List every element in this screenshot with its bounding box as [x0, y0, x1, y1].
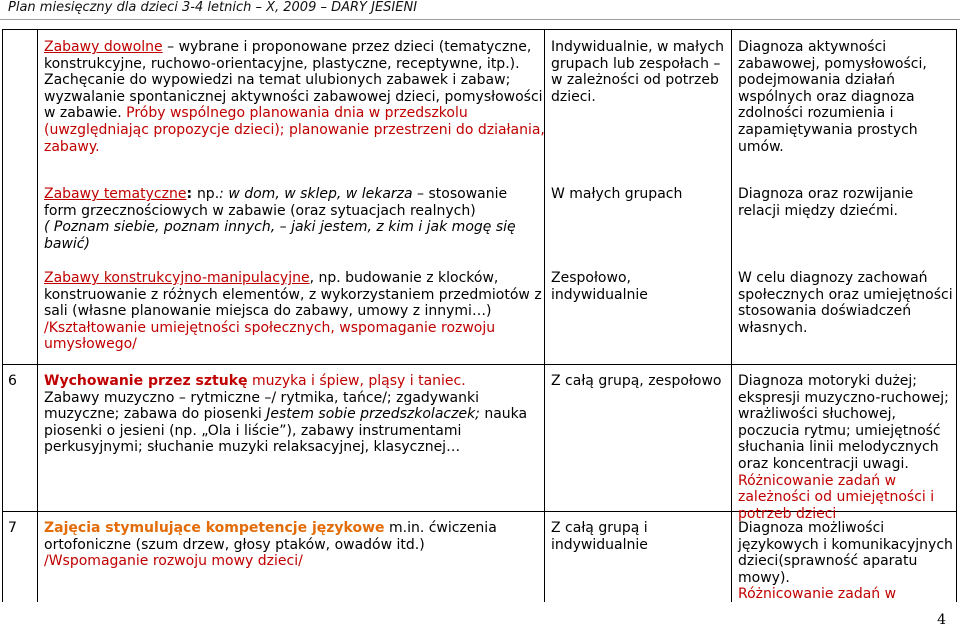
form-text: indywidualnie: [551, 286, 648, 303]
diagnosis-text: zdolności rozumienia i: [738, 105, 894, 122]
activity-text-highlight: umysłowego/: [44, 336, 137, 353]
form-text: w zależności od potrzeb: [551, 72, 719, 89]
activity-heading: Zabawy dowolne: [44, 39, 163, 55]
activity-text-highlight: (uwzględniając propozycje dzieci); planowanie przestrzeni do działania,: [44, 121, 545, 138]
activity-text-highlight: /Wspomaganie rozwoju mowy dzieci/: [44, 553, 303, 570]
diagnosis-text: społecznych oraz umiejętności: [738, 286, 953, 303]
activity-text: konstrukcyjne, ruchowo-orientacyjne, plastyczne, receptywne, itp.).: [44, 55, 520, 72]
diagnosis-cell: [738, 520, 953, 603]
form-text: W małych grupach: [551, 186, 683, 202]
diagnosis-text: zapamiętywania prostych: [738, 121, 918, 138]
activity-text: perkusyjnymi; słuchanie muzyki relaksacyjnej, klasycznej…: [44, 439, 461, 456]
row-number: 7: [8, 520, 17, 536]
form-text: dzieci.: [551, 88, 596, 105]
diagnosis-text: wrażliwości słuchowej,: [738, 406, 896, 423]
activity-cell: [44, 520, 497, 570]
diagnosis-text: słuchania linii melodycznych: [738, 439, 939, 456]
activity-text: , np. budowanie z klocków,: [309, 270, 499, 286]
diagnosis-cell: [738, 39, 927, 155]
activity-text: ( Poznam siebie, poznam innych, – jaki jestem, z kim i jak mogę się: [44, 219, 516, 236]
form-cell: [551, 39, 724, 105]
diagnosis-text: oraz koncentracji uwagi.: [738, 455, 909, 472]
activity-text: Zabawy muzyczno – rytmiczne –/ rytmika, tańce/; zgadywanki: [44, 389, 479, 406]
form-text: Zespołowo,: [551, 270, 631, 286]
form-cell: [551, 373, 721, 390]
diagnosis-text: Diagnoza motoryki dużej;: [738, 373, 918, 389]
activity-text: nauka: [479, 406, 528, 423]
form-cell: [551, 520, 648, 553]
diagnosis-text: własnych.: [738, 319, 808, 336]
diagnosis-text: Diagnoza aktywności: [738, 39, 887, 55]
header-title: Plan miesięczny dla dzieci 3-4 letnich – X, 2009 – DARY JESIENI: [8, 0, 418, 15]
diagnosis-text: ekspresji muzyczno-ruchowej;: [738, 389, 949, 406]
row-number: 6: [8, 373, 17, 389]
diagnosis-text: Diagnoza możliwości: [738, 520, 885, 536]
diagnosis-cell: [738, 270, 953, 336]
activity-cell: [44, 186, 516, 252]
form-text: Z całą grupą, zespołowo: [551, 373, 722, 389]
form-text: Z całą grupą i: [551, 520, 648, 536]
diagnosis-text: W celu diagnozy zachowań: [738, 270, 928, 286]
form-text: grupach lub zespołach –: [551, 55, 721, 72]
activity-text: wyzwalanie spontanicznej aktywności zabawowej dzieci, pomysłowości: [44, 88, 543, 105]
diagnosis-text: językowych i komunikacyjnych: [738, 536, 953, 553]
activity-text-highlight: Próby wspólnego planowania dnia w przedszkolu: [121, 105, 468, 122]
activity-text: – stosowanie: [412, 186, 508, 202]
diagnosis-text-highlight: potrzeb dzieci: [738, 505, 837, 522]
activity-text: ortofoniczne (szum drzew, głosy ptaków, owadów itd.): [44, 536, 425, 553]
page-number: 4: [937, 612, 946, 628]
activity-text-highlight: muzyka i śpiew, pląsy i taniec.: [247, 373, 466, 389]
activity-text: sali (własne planowanie miejsca do zabawy, umowy z innymi…): [44, 303, 492, 320]
activity-text: konstruowanie z różnych elementów, z wykorzystaniem przedmiotów z: [44, 286, 542, 303]
activity-text-highlight: /Kształtowanie umiejętności społecznych, wspomaganie rozwoju: [44, 319, 496, 336]
page-header: [0, 0, 960, 20]
activity-text: m.in. ćwiczenia: [384, 520, 497, 536]
diagnosis-text-highlight: Różnicowanie zadań w: [738, 586, 897, 603]
column-divider: [956, 29, 957, 602]
diagnosis-text: umów.: [738, 138, 784, 155]
diagnosis-text: dzieci(sprawność aparatu: [738, 553, 918, 570]
diagnosis-text-highlight: zależności od umiejętności i: [738, 489, 935, 506]
activity-text: Zachęcanie do wypowiedzi na temat ulubionych zabawek i zabaw;: [44, 72, 511, 89]
diagnosis-text-highlight: Różnicowanie zadań w: [738, 472, 897, 489]
diagnosis-text: stosowania doświadczeń: [738, 303, 912, 320]
diagnosis-text: mowy).: [738, 569, 790, 586]
song-title: Jestem sobie przedszkolaczek;: [266, 406, 480, 423]
diagnosis-text: zabawowej, pomysłowości,: [738, 55, 927, 72]
activity-cell: [44, 39, 545, 155]
activity-text: w zabawie.: [44, 105, 122, 122]
form-text: Indywidualnie, w małych: [551, 39, 724, 55]
activity-heading: Zabawy konstrukcyjno-manipulacyjne: [44, 270, 310, 286]
activity-text: piosenki o jesieni (np. „Ola i liście”), zabawy instrumentami: [44, 422, 462, 439]
activity-cell: [44, 270, 542, 353]
activity-text: form grzecznościowych w zabawie (oraz sytuacjach realnych): [44, 202, 476, 219]
activity-text: bawić): [44, 235, 90, 252]
table-border-top: [2, 29, 957, 30]
activity-text: :: [186, 186, 197, 202]
column-divider: [731, 29, 732, 602]
activity-heading: Zabawy tematyczne: [44, 186, 187, 202]
diagnosis-text: podejmowania działań: [738, 72, 896, 89]
row-divider: [2, 364, 957, 365]
diagnosis-cell: [738, 186, 913, 219]
form-cell: [551, 270, 648, 303]
column-divider: [2, 29, 3, 602]
activity-text: : w dom, w sklep, w lekarza: [219, 186, 413, 202]
diagnosis-text: wspólnych oraz diagnoza: [738, 88, 915, 105]
activity-text: muzyczne; zabawa do piosenki: [44, 406, 267, 423]
form-text: indywidualnie: [551, 536, 648, 553]
form-cell: [551, 186, 682, 203]
activity-text: – wybrane i proponowane przez dzieci (tematyczne,: [162, 39, 532, 55]
activity-heading: Zajęcia stymulujące kompetencje językowe: [44, 520, 385, 536]
diagnosis-text: relacji między dziećmi.: [738, 202, 898, 219]
diagnosis-text: Diagnoza oraz rozwijanie: [738, 186, 914, 202]
activity-text: np.: [196, 186, 220, 202]
activity-heading: Wychowanie przez sztukę: [44, 373, 248, 389]
column-divider: [37, 29, 38, 602]
diagnosis-text: poczucia rytmu; umiejętność: [738, 422, 941, 439]
activity-text-highlight: zabawy.: [44, 138, 100, 155]
activity-cell: [44, 373, 527, 456]
diagnosis-cell: [738, 373, 949, 522]
